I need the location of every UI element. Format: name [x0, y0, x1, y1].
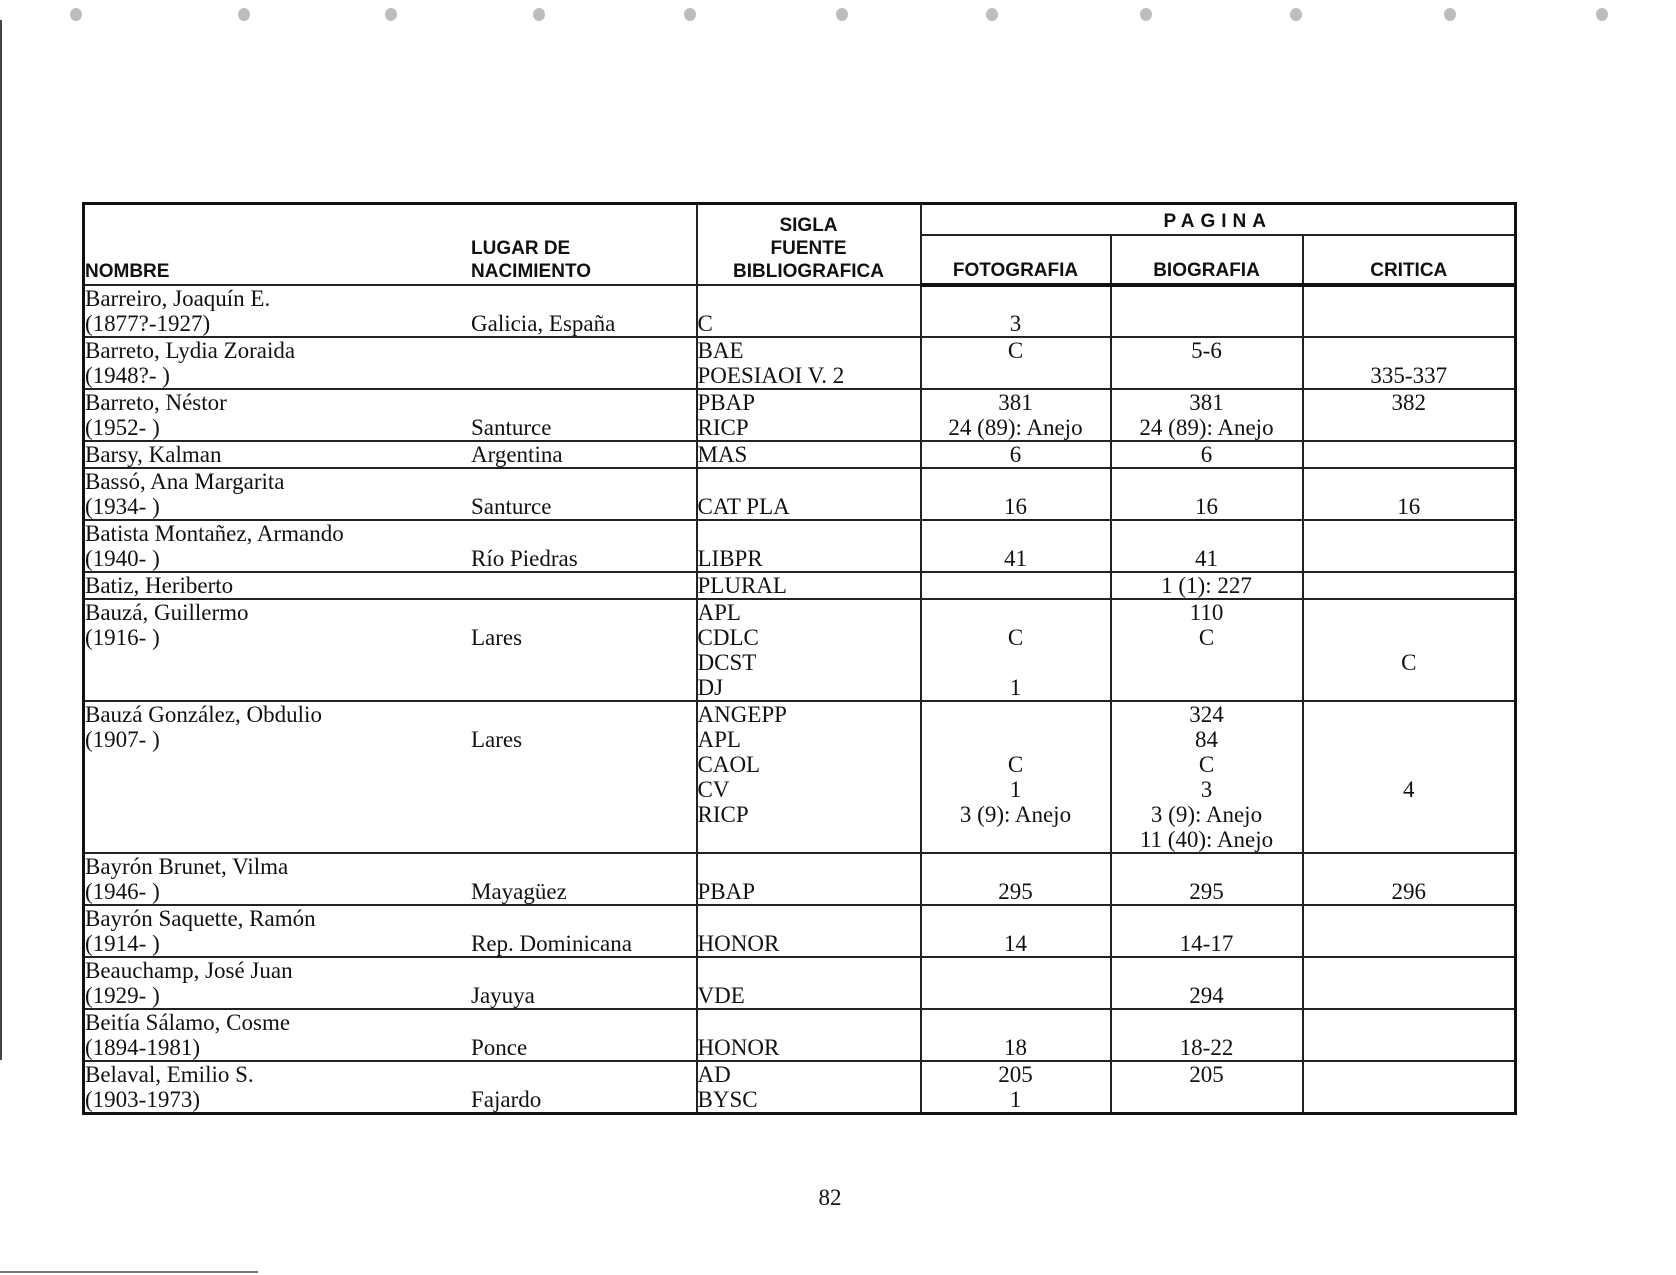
nombre-cell [84, 468, 697, 520]
fotografia-line [922, 983, 1110, 1008]
biografia-line: 84 [1195, 727, 1218, 752]
fotografia-line: 3 [1009, 311, 1022, 336]
fotografia-line [922, 650, 1110, 675]
fotografia-cell [921, 572, 1111, 599]
critica-cell [1303, 441, 1516, 468]
biografia-line [1112, 650, 1302, 675]
nombre-line [85, 777, 696, 802]
lugar-nacimiento: Río Piedras [471, 546, 578, 571]
fotografia-line: C [1007, 752, 1024, 777]
table-row [84, 905, 1516, 957]
header-biografia: BIOGRAFIA [1111, 235, 1303, 285]
nombre-line [85, 752, 696, 777]
biografia-line: 14-17 [1179, 931, 1234, 956]
critica-line [1304, 546, 1515, 571]
nombre-cell [84, 285, 697, 337]
fotografia-cell [921, 905, 1111, 957]
nombre-cell [84, 389, 697, 441]
critica-line [1304, 827, 1515, 852]
biografia-line: C [1198, 752, 1215, 777]
fotografia-line: 6 [1009, 442, 1022, 467]
header-pagina: PAGINA [921, 204, 1516, 236]
sigla-line: C [697, 311, 713, 336]
biografia-line: 205 [1189, 1062, 1224, 1087]
critica-cell [1303, 468, 1516, 520]
sigla-line: RICP [697, 802, 749, 827]
page-number: 82 [818, 1185, 842, 1210]
nombre-line: Bayrón Saquette, Ramón [85, 906, 316, 931]
nombre-line: Barsy, Kalman [85, 442, 222, 467]
fotografia-cell [921, 468, 1111, 520]
scan-left-edge [0, 20, 2, 1060]
sigla-line: BYSC [697, 1087, 758, 1112]
critica-line [1304, 752, 1515, 777]
critica-line: 16 [1397, 494, 1421, 519]
biografia-line: 18-22 [1179, 1035, 1234, 1060]
biografia-line: 41 [1195, 546, 1218, 571]
header-lugar-line: NACIMIENTO [471, 261, 591, 282]
sigla-cell [697, 520, 921, 572]
sigla-line: PBAP [697, 879, 756, 904]
sigla-cell [697, 1061, 921, 1114]
nombre-line: Belaval, Emilio S. [85, 1062, 254, 1087]
lugar-nacimiento: Santurce [471, 494, 552, 519]
table-row [84, 572, 1516, 599]
table-row [84, 389, 1516, 441]
fotografia-cell [921, 701, 1111, 853]
critica-line [1304, 573, 1515, 598]
critica-cell [1303, 599, 1516, 701]
table-row [84, 599, 1516, 701]
table-row [84, 701, 1516, 853]
biografia-line: 381 [1189, 390, 1224, 415]
sigla-line: PLURAL [697, 573, 787, 598]
biografia-line [1112, 311, 1302, 336]
sigla-cell [697, 905, 921, 957]
nombre-line [85, 650, 696, 675]
lugar-nacimiento: Argentina [471, 442, 563, 467]
table-row [84, 957, 1516, 1009]
sigla-line: APL [697, 600, 741, 625]
fotografia-line: 14 [1004, 931, 1027, 956]
lugar-nacimiento: Rep. Dominicana [471, 931, 632, 956]
table-row [84, 853, 1516, 905]
critica-cell [1303, 905, 1516, 957]
biografia-line: 5-6 [1191, 338, 1222, 363]
binder-holes [0, 4, 1676, 28]
sigla-line: DCST [697, 650, 757, 675]
nombre-cell [84, 1061, 697, 1114]
fotografia-line [922, 363, 1110, 388]
biografia-line: 11 (40): Anejo [1139, 827, 1274, 852]
critica-line [1304, 311, 1515, 336]
biografia-line: 295 [1189, 879, 1224, 904]
nombre-line: (1894-1981) [85, 1035, 200, 1060]
sigla-line: HONOR [697, 931, 780, 956]
sigla-cell [697, 468, 921, 520]
fotografia-line: C [1007, 625, 1024, 650]
lugar-nacimiento: Lares [471, 625, 523, 650]
biografia-cell [1111, 441, 1303, 468]
sigla-line: POESIAOI V. 2 [697, 363, 845, 388]
fotografia-line: 18 [1004, 1035, 1027, 1060]
critica-line [1304, 727, 1515, 752]
fotografia-line [922, 573, 1110, 598]
nombre-line: (1948?- ) [85, 363, 170, 388]
critica-cell [1303, 701, 1516, 853]
biografia-cell [1111, 285, 1303, 337]
nombre-line: Batista Montañez, Armando [85, 521, 344, 546]
critica-line [1304, 1035, 1515, 1060]
nombre-line [85, 827, 696, 852]
binder-hole [684, 8, 696, 21]
fotografia-cell [921, 599, 1111, 701]
fotografia-line [922, 727, 1110, 752]
fotografia-cell [921, 520, 1111, 572]
fotografia-line: 295 [998, 879, 1033, 904]
critica-line [1304, 675, 1515, 700]
fotografia-cell [921, 389, 1111, 441]
sigla-line: MAS [697, 442, 748, 467]
header-nombre: NOMBRE [85, 261, 170, 282]
fotografia-cell [921, 1009, 1111, 1061]
sigla-line: RICP [697, 415, 749, 440]
nombre-cell [84, 1009, 697, 1061]
nombre-line [85, 802, 696, 827]
critica-line [1304, 338, 1515, 363]
critica-line [1304, 415, 1515, 440]
nombre-cell [84, 337, 697, 389]
fotografia-line: 16 [1004, 494, 1027, 519]
biografia-cell [1111, 1009, 1303, 1061]
critica-line [1304, 625, 1515, 650]
binder-hole [385, 8, 397, 21]
sigla-cell [697, 441, 921, 468]
nombre-line: Bayrón Brunet, Vilma [85, 854, 289, 879]
biografia-line: 110 [1189, 600, 1224, 625]
nombre-line: (1940- ) [85, 546, 160, 571]
critica-line: 382 [1391, 390, 1427, 415]
fotografia-line: 205 [998, 1062, 1033, 1087]
critica-cell [1303, 572, 1516, 599]
header-sigla-line: BIBLIOGRAFICA [733, 261, 884, 282]
sigla-cell [697, 285, 921, 337]
fotografia-cell [921, 1061, 1111, 1114]
biografia-cell [1111, 853, 1303, 905]
biografia-cell [1111, 389, 1303, 441]
biografia-line: 294 [1189, 983, 1224, 1008]
fotografia-line: 1 [1009, 777, 1022, 802]
sigla-cell [697, 957, 921, 1009]
nombre-line [85, 675, 696, 700]
biografia-line: 3 [1200, 777, 1213, 802]
bibliographic-index-table [82, 202, 1517, 1115]
table-row [84, 1061, 1516, 1114]
sigla-line: VDE [697, 983, 745, 1008]
nombre-line: Bauzá González, Obdulio [85, 702, 322, 727]
lugar-nacimiento: Mayagüez [471, 879, 567, 904]
nombre-cell [84, 599, 697, 701]
critica-line [1304, 442, 1515, 467]
critica-cell [1303, 389, 1516, 441]
critica-cell [1303, 1009, 1516, 1061]
binder-hole [70, 8, 82, 21]
critica-line [1304, 702, 1515, 727]
binder-hole [986, 8, 998, 21]
table-row [84, 441, 1516, 468]
biografia-line: 24 (89): Anejo [1139, 415, 1274, 440]
lugar-nacimiento: Santurce [471, 415, 552, 440]
critica-line [1304, 802, 1515, 827]
biografia-line [1112, 675, 1302, 700]
critica-cell [1303, 853, 1516, 905]
critica-line [1304, 931, 1515, 956]
nombre-line: (1934- ) [85, 494, 160, 519]
sigla-line: BAE [697, 338, 744, 363]
biografia-cell [1111, 572, 1303, 599]
header-fotografia: FOTOGRAFIA [921, 235, 1111, 285]
sigla-cell [697, 599, 921, 701]
biografia-line: 3 (9): Anejo [1150, 802, 1263, 827]
sigla-line: CAT PLA [697, 494, 790, 519]
nombre-cell [84, 572, 697, 599]
nombre-line: (1903-1973) [85, 1087, 200, 1112]
fotografia-cell [921, 853, 1111, 905]
sigla-cell [697, 1009, 921, 1061]
header-lugar-line: LUGAR DE [471, 238, 571, 259]
sigla-line: CDLC [697, 625, 759, 650]
critica-line: 4 [1403, 777, 1415, 802]
nombre-cell [84, 957, 697, 1009]
fotografia-line: C [1007, 338, 1024, 363]
table-row [84, 337, 1516, 389]
nombre-line: Barreto, Néstor [85, 390, 227, 415]
fotografia-cell [921, 957, 1111, 1009]
nombre-cell [84, 441, 697, 468]
nombre-line: Barreto, Lydia Zoraida [85, 338, 296, 363]
header-sigla-line: FUENTE [770, 238, 847, 259]
biografia-cell [1111, 599, 1303, 701]
fotografia-line: 1 [1009, 675, 1022, 700]
biografia-cell [1111, 701, 1303, 853]
lugar-nacimiento: Fajardo [471, 1087, 542, 1112]
critica-line: C [1401, 650, 1417, 675]
sigla-line [698, 827, 920, 852]
header-critica: CRITICA [1303, 235, 1516, 285]
lugar-nacimiento: Ponce [471, 1035, 528, 1060]
critica-line: 335-337 [1370, 363, 1448, 388]
nombre-line: (1929- ) [85, 983, 160, 1008]
lugar-nacimiento: Lares [471, 727, 523, 752]
nombre-cell [84, 520, 697, 572]
sigla-line: CV [697, 777, 730, 802]
critica-line: 296 [1391, 879, 1427, 904]
biografia-line [1112, 363, 1302, 388]
nombre-line: (1914- ) [85, 931, 160, 956]
sigla-line: PBAP [697, 390, 756, 415]
fotografia-line: 1 [1009, 1087, 1022, 1112]
table-body [84, 285, 1516, 1114]
nombre-line: Beauchamp, José Juan [85, 958, 293, 983]
sigla-line: HONOR [697, 1035, 780, 1060]
binder-hole [1140, 8, 1152, 21]
critica-cell [1303, 285, 1516, 337]
critica-line [1304, 600, 1515, 625]
sigla-line: DJ [697, 675, 724, 700]
binder-hole [1596, 8, 1608, 21]
nombre-line: Batiz, Heriberto [85, 573, 234, 598]
biografia-cell [1111, 905, 1303, 957]
nombre-line: (1946- ) [85, 879, 160, 904]
sigla-cell [697, 389, 921, 441]
biografia-cell [1111, 1061, 1303, 1114]
sigla-line: LIBPR [697, 546, 763, 571]
nombre-cell [84, 853, 697, 905]
fotografia-line [922, 600, 1110, 625]
nombre-line: Barreiro, Joaquín E. [85, 286, 271, 311]
nombre-cell [84, 905, 697, 957]
critica-cell [1303, 337, 1516, 389]
header-sigla [697, 204, 921, 286]
sigla-cell [697, 337, 921, 389]
fotografia-line: 41 [1004, 546, 1027, 571]
binder-hole [1444, 8, 1456, 21]
sigla-line: CAOL [697, 752, 761, 777]
lugar-nacimiento: Jayuya [471, 983, 535, 1008]
nombre-line: Bassó, Ana Margarita [85, 469, 285, 494]
biografia-line [1112, 1087, 1302, 1112]
fotografia-cell [921, 337, 1111, 389]
biografia-cell [1111, 468, 1303, 520]
binder-hole [533, 8, 545, 21]
fotografia-line [922, 702, 1110, 727]
sigla-cell [697, 572, 921, 599]
sigla-cell [697, 701, 921, 853]
fotografia-cell [921, 441, 1111, 468]
biografia-cell [1111, 337, 1303, 389]
biografia-line: 16 [1195, 494, 1218, 519]
fotografia-cell [921, 285, 1111, 337]
biografia-cell [1111, 520, 1303, 572]
binder-hole [836, 8, 848, 21]
biografia-line: 324 [1189, 702, 1224, 727]
table-row [84, 1009, 1516, 1061]
binder-hole [1290, 8, 1302, 21]
sigla-cell [697, 853, 921, 905]
critica-cell [1303, 957, 1516, 1009]
fotografia-line: 381 [998, 390, 1033, 415]
lugar-nacimiento: Galicia, España [471, 311, 616, 336]
table-row [84, 468, 1516, 520]
fotografia-line: 3 (9): Anejo [959, 802, 1072, 827]
scan-bottom-edge [0, 1271, 258, 1273]
nombre-line: (1916- ) [85, 625, 160, 650]
table-row [84, 520, 1516, 572]
header-sigla-line: SIGLA [779, 215, 838, 236]
fotografia-line [922, 827, 1110, 852]
critica-line [1304, 1062, 1515, 1087]
nombre-cell [84, 701, 697, 853]
critica-line [1304, 983, 1515, 1008]
nombre-line: (1877?-1927) [85, 311, 211, 336]
header-lugar [471, 237, 591, 283]
binder-hole [238, 8, 250, 21]
nombre-line: (1952- ) [85, 415, 160, 440]
sigla-line: AD [697, 1062, 731, 1087]
nombre-line: (1907- ) [85, 727, 160, 752]
header-nombre-lugar [84, 204, 697, 286]
table-row [84, 285, 1516, 337]
biografia-cell [1111, 957, 1303, 1009]
critica-line [1304, 1087, 1515, 1112]
biografia-line: 6 [1200, 442, 1213, 467]
biografia-line: C [1198, 625, 1215, 650]
biografia-line: 1 (1): 227 [1161, 573, 1252, 598]
nombre-line: Bauzá, Guillermo [85, 600, 249, 625]
fotografia-line: 24 (89): Anejo [948, 415, 1083, 440]
nombre-line: Beitía Sálamo, Cosme [85, 1010, 291, 1035]
sigla-line: APL [697, 727, 741, 752]
sigla-line: ANGEPP [697, 702, 787, 727]
critica-cell [1303, 1061, 1516, 1114]
critica-cell [1303, 520, 1516, 572]
